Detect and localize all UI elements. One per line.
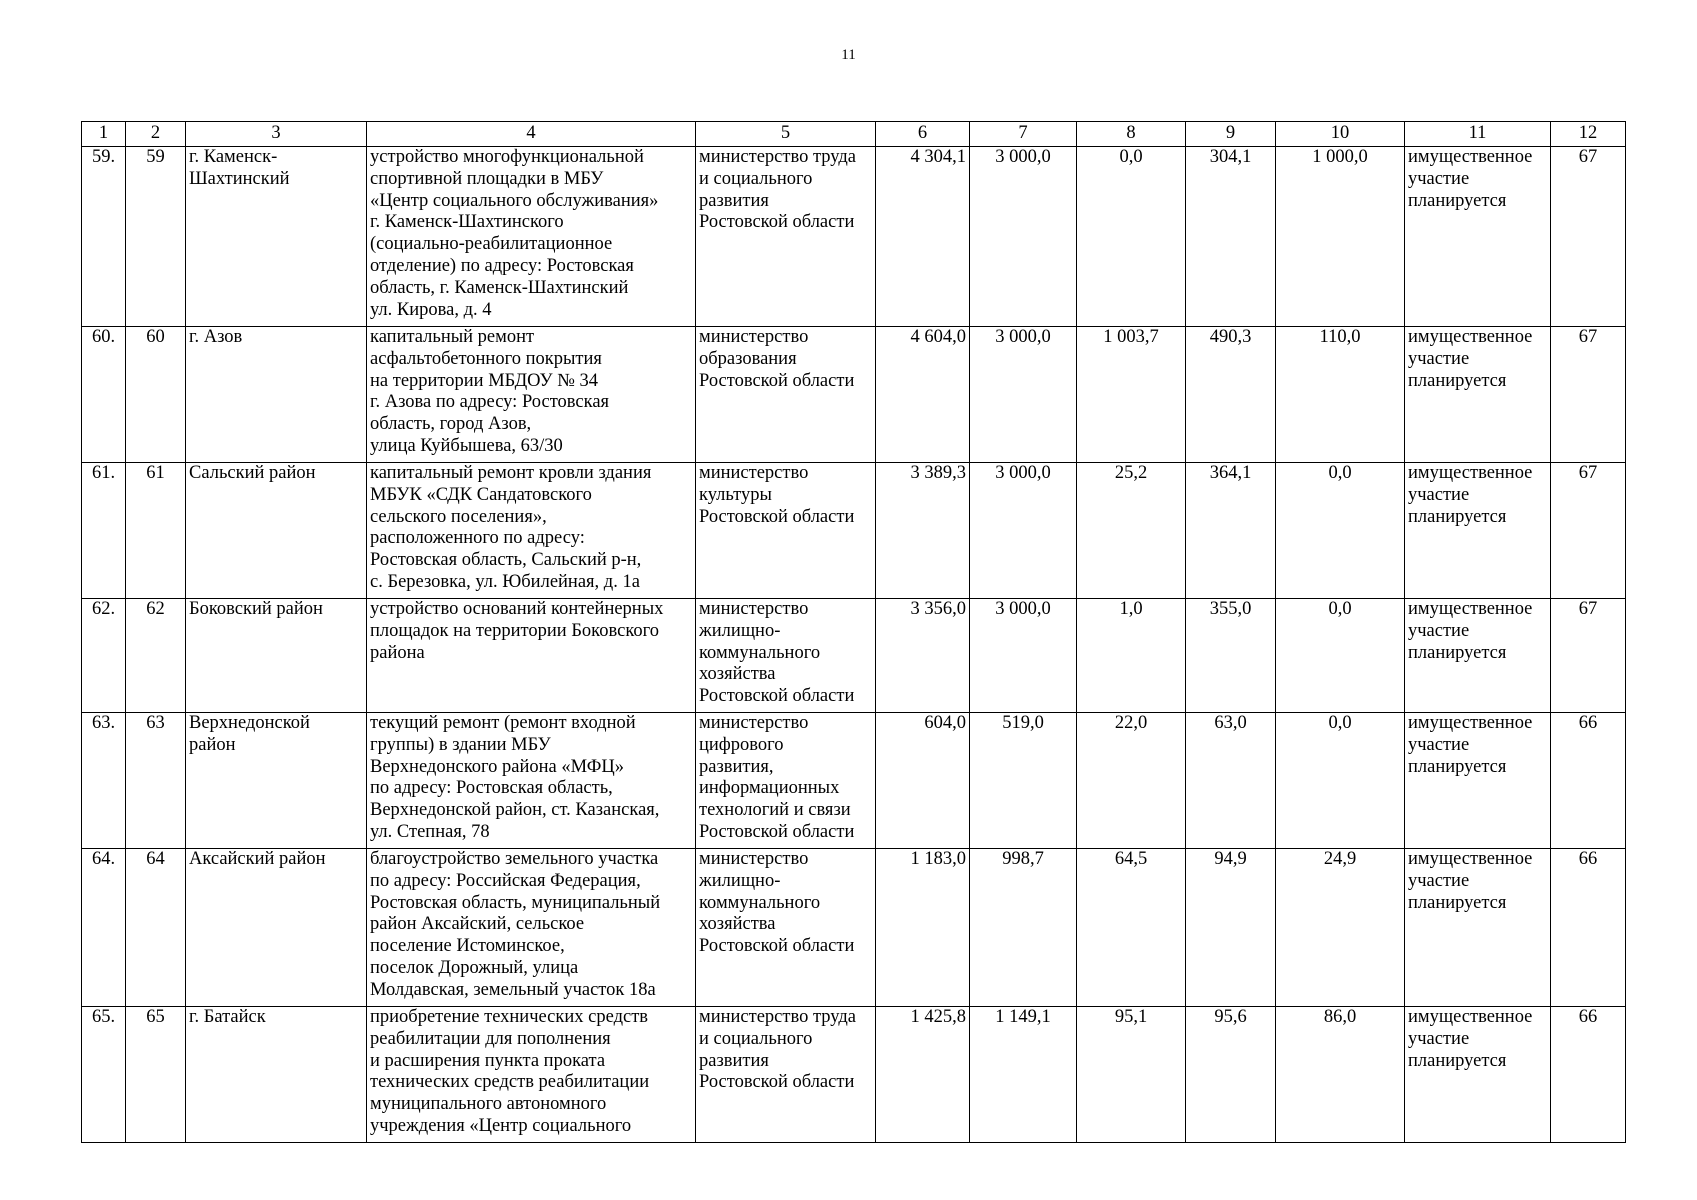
score-cell: 66 bbox=[1551, 713, 1626, 849]
table-row bbox=[82, 463, 1626, 599]
value-cell-7: 3 000,0 bbox=[970, 599, 1077, 713]
value-cell-10: 24,9 bbox=[1276, 849, 1405, 1007]
column-header: 4 bbox=[367, 122, 696, 147]
column-header: 10 bbox=[1276, 122, 1405, 147]
value-cell-10: 0,0 bbox=[1276, 463, 1405, 599]
territory-cell: г. Батайск bbox=[186, 1007, 367, 1143]
value-cell-7: 3 000,0 bbox=[970, 147, 1077, 327]
ministry-cell: министерство цифрового развития, информационных технологий и связи Ростовской области bbox=[696, 713, 876, 849]
value-cell-6: 4 604,0 bbox=[876, 327, 970, 463]
score-cell: 67 bbox=[1551, 463, 1626, 599]
row-number: 65. bbox=[82, 1007, 126, 1143]
description-cell: капитальный ремонт кровли здания МБУК «СДК Сандатовского сельского поселения», расположенного по адресу: Ростовская область, Сальский р-н, с. Березовка, ул. Юбилейная, д. 1а bbox=[367, 463, 696, 599]
participation-cell: имущественное участие планируется bbox=[1405, 463, 1551, 599]
row-number: 60. bbox=[82, 327, 126, 463]
value-cell-6: 3 389,3 bbox=[876, 463, 970, 599]
value-cell-10: 1 000,0 bbox=[1276, 147, 1405, 327]
row-number: 63. bbox=[82, 713, 126, 849]
column-header: 11 bbox=[1405, 122, 1551, 147]
territory-cell: Боковский район bbox=[186, 599, 367, 713]
participation-cell: имущественное участие планируется bbox=[1405, 849, 1551, 1007]
projects-table bbox=[81, 121, 1626, 1143]
value-cell-10: 86,0 bbox=[1276, 1007, 1405, 1143]
column-header: 2 bbox=[126, 122, 186, 147]
column-header: 6 bbox=[876, 122, 970, 147]
score-cell: 67 bbox=[1551, 147, 1626, 327]
column-header: 3 bbox=[186, 122, 367, 147]
ministry-cell: министерство жилищно- коммунального хозяйства Ростовской области bbox=[696, 849, 876, 1007]
value-cell-9: 304,1 bbox=[1186, 147, 1276, 327]
description-cell: устройство многофункциональной спортивной площадки в МБУ «Центр социального обслуживания» г. Каменск-Шахтинского (социально-реабилитационное отделение) по адресу: Ростовская область, г. Каменск-Шахтинский ул. Кирова, д. 4 bbox=[367, 147, 696, 327]
column-header: 8 bbox=[1077, 122, 1186, 147]
value-cell-6: 4 304,1 bbox=[876, 147, 970, 327]
row-code: 59 bbox=[126, 147, 186, 327]
table-row bbox=[82, 147, 1626, 327]
column-header: 7 bbox=[970, 122, 1077, 147]
page-number: 11 bbox=[841, 47, 856, 63]
table-row bbox=[82, 713, 1626, 849]
territory-cell: Сальский район bbox=[186, 463, 367, 599]
value-cell-7: 519,0 bbox=[970, 713, 1077, 849]
row-number: 61. bbox=[82, 463, 126, 599]
territory-cell: г. Азов bbox=[186, 327, 367, 463]
value-cell-6: 3 356,0 bbox=[876, 599, 970, 713]
row-code: 61 bbox=[126, 463, 186, 599]
description-cell: текущий ремонт (ремонт входной группы) в здании МБУ Верхнедонского района «МФЦ» по адресу: Ростовская область, Верхнедонской район, ст. Казанская, ул. Степная, 78 bbox=[367, 713, 696, 849]
value-cell-6: 1 183,0 bbox=[876, 849, 970, 1007]
column-header: 9 bbox=[1186, 122, 1276, 147]
description-cell: благоустройство земельного участка по адресу: Российская Федерация, Ростовская область, муниципальный район Аксайский, сельское поселение Истоминское, поселок Дорожный, улица Молдавская, земельный участок 18а bbox=[367, 849, 696, 1007]
table-row bbox=[82, 1007, 1626, 1143]
value-cell-6: 604,0 bbox=[876, 713, 970, 849]
table-row bbox=[82, 849, 1626, 1007]
value-cell-7: 998,7 bbox=[970, 849, 1077, 1007]
territory-cell: г. Каменск- Шахтинский bbox=[186, 147, 367, 327]
row-number: 59. bbox=[82, 147, 126, 327]
ministry-cell: министерство жилищно- коммунального хозяйства Ростовской области bbox=[696, 599, 876, 713]
value-cell-9: 364,1 bbox=[1186, 463, 1276, 599]
value-cell-9: 490,3 bbox=[1186, 327, 1276, 463]
description-cell: капитальный ремонт асфальтобетонного покрытия на территории МБДОУ № 34 г. Азова по адресу: Ростовская область, город Азов, улица Куйбышева, 63/30 bbox=[367, 327, 696, 463]
value-cell-8: 25,2 bbox=[1077, 463, 1186, 599]
column-header: 5 bbox=[696, 122, 876, 147]
value-cell-10: 110,0 bbox=[1276, 327, 1405, 463]
value-cell-8: 22,0 bbox=[1077, 713, 1186, 849]
value-cell-8: 1,0 bbox=[1077, 599, 1186, 713]
value-cell-9: 63,0 bbox=[1186, 713, 1276, 849]
value-cell-7: 3 000,0 bbox=[970, 327, 1077, 463]
row-number: 62. bbox=[82, 599, 126, 713]
table-row bbox=[82, 327, 1626, 463]
value-cell-9: 355,0 bbox=[1186, 599, 1276, 713]
description-cell: устройство оснований контейнерных площадок на территории Боковского района bbox=[367, 599, 696, 713]
participation-cell: имущественное участие планируется bbox=[1405, 147, 1551, 327]
row-code: 63 bbox=[126, 713, 186, 849]
value-cell-7: 3 000,0 bbox=[970, 463, 1077, 599]
value-cell-8: 95,1 bbox=[1077, 1007, 1186, 1143]
row-code: 64 bbox=[126, 849, 186, 1007]
column-number-header-row bbox=[82, 122, 1626, 147]
row-code: 65 bbox=[126, 1007, 186, 1143]
ministry-cell: министерство культуры Ростовской области bbox=[696, 463, 876, 599]
participation-cell: имущественное участие планируется bbox=[1405, 327, 1551, 463]
score-cell: 66 bbox=[1551, 849, 1626, 1007]
ministry-cell: министерство труда и социального развития Ростовской области bbox=[696, 147, 876, 327]
participation-cell: имущественное участие планируется bbox=[1405, 1007, 1551, 1143]
value-cell-9: 95,6 bbox=[1186, 1007, 1276, 1143]
score-cell: 66 bbox=[1551, 1007, 1626, 1143]
participation-cell: имущественное участие планируется bbox=[1405, 599, 1551, 713]
territory-cell: Верхнедонской район bbox=[186, 713, 367, 849]
value-cell-10: 0,0 bbox=[1276, 599, 1405, 713]
territory-cell: Аксайский район bbox=[186, 849, 367, 1007]
column-header: 1 bbox=[82, 122, 126, 147]
column-header: 12 bbox=[1551, 122, 1626, 147]
row-number: 64. bbox=[82, 849, 126, 1007]
value-cell-10: 0,0 bbox=[1276, 713, 1405, 849]
value-cell-8: 64,5 bbox=[1077, 849, 1186, 1007]
participation-cell: имущественное участие планируется bbox=[1405, 713, 1551, 849]
row-code: 62 bbox=[126, 599, 186, 713]
score-cell: 67 bbox=[1551, 327, 1626, 463]
ministry-cell: министерство труда и социального развития Ростовской области bbox=[696, 1007, 876, 1143]
ministry-cell: министерство образования Ростовской области bbox=[696, 327, 876, 463]
value-cell-6: 1 425,8 bbox=[876, 1007, 970, 1143]
score-cell: 67 bbox=[1551, 599, 1626, 713]
table-row bbox=[82, 599, 1626, 713]
value-cell-8: 0,0 bbox=[1077, 147, 1186, 327]
value-cell-7: 1 149,1 bbox=[970, 1007, 1077, 1143]
value-cell-9: 94,9 bbox=[1186, 849, 1276, 1007]
row-code: 60 bbox=[126, 327, 186, 463]
value-cell-8: 1 003,7 bbox=[1077, 327, 1186, 463]
description-cell: приобретение технических средств реабилитации для пополнения и расширения пункта проката технических средств реабилитации муниципального автономного учреждения «Центр социального bbox=[367, 1007, 696, 1143]
